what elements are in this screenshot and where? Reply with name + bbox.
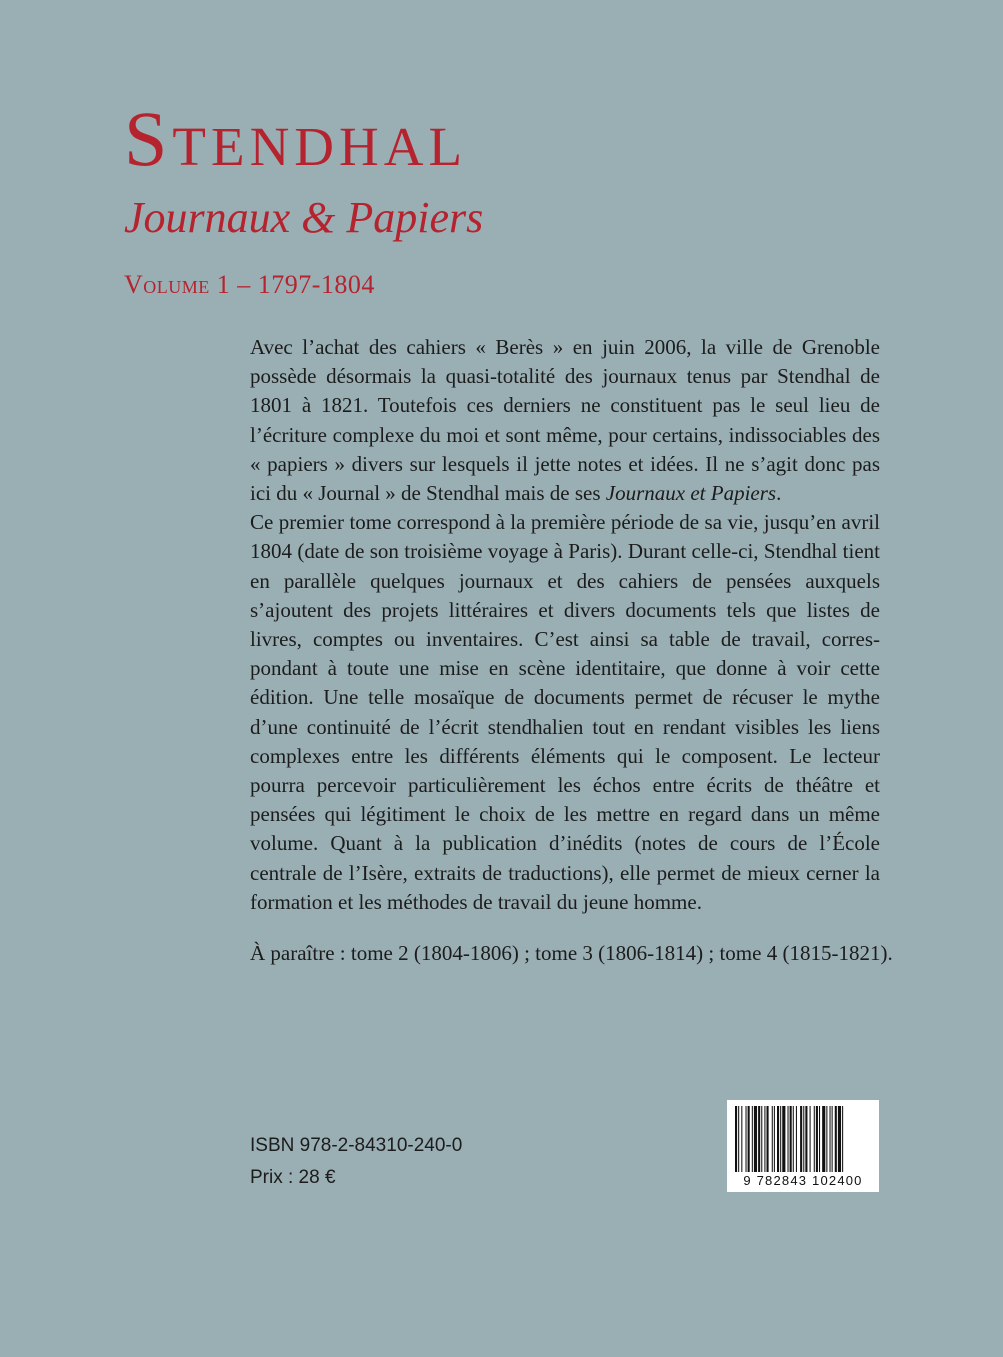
barcode-bar [835,1106,837,1172]
barcode-bar [819,1106,820,1172]
barcode-bar [793,1106,794,1172]
barcode-bar [842,1106,843,1172]
barcode-bar [772,1106,773,1172]
volume-label: Volume 1 – 1797-1804 [124,270,375,299]
book-title: Journaux & Papiers [124,193,484,242]
barcode-bar [838,1106,841,1172]
barcode-bar [774,1106,775,1172]
barcode-bar [796,1106,797,1172]
barcode-bars [735,1106,871,1172]
isbn: ISBN 978-2-84310-240-0 [250,1135,463,1156]
blurb [250,333,880,917]
barcode-bar [830,1106,831,1172]
barcode-bar [780,1106,781,1172]
barcode-bar [822,1106,825,1172]
barcode-bar [754,1106,757,1172]
blurb-paragraph-2: Ce premier tome correspond à la première période de sa vie, jusqu’en avril 1804 (date de son troisième voyage à Paris). Durant celle-ci, Stendhal tient en parallèle quelques journaux et des cahiers de pensées auxquels s’ajoutent des projets littéraires et divers documents tels que listes de livres, comptes ou inventaires. C’est ainsi sa table de travail, corres-pondant à toute une mise en scène identitaire, que donne à voir cette édition. Une telle mosaïque de documents permet de récuser le mythe d’une continuité de l’écrit stendhalien tout en rendant visibles les liens complexes entre les différents éléments qui le composent. Le lecteur pourra percevoir particulièrement les échos entre écrits de théâtre et pensées qui légitiment le choix de les mettre en regard dans un même volume. Quant à la publication d’inédits (notes de cours de l’École centrale de l’Isère, extraits de traductions), elle permet de mieux cerner la formation et les méthodes de travail du jeune homme. [250,510,880,914]
barcode-bar [782,1106,785,1172]
barcode-bar [738,1106,739,1172]
barcode-bar [764,1106,765,1172]
barcode-bar [741,1106,742,1172]
barcode-bar [788,1106,789,1172]
barcode-bar [810,1106,811,1172]
barcode-bar [816,1106,818,1172]
barcode-bar [814,1106,815,1172]
barcode-bar [777,1106,779,1172]
blurb-italic-title: Journaux et Papiers [605,481,777,506]
price: Prix : 28 € [250,1167,336,1188]
barcode-bar [790,1106,792,1172]
barcode [727,1100,879,1192]
barcode-bar [805,1106,807,1172]
barcode-bar [800,1106,802,1172]
barcode-bar [803,1106,804,1172]
barcode-bar [748,1106,750,1172]
barcode-bar [758,1106,760,1172]
barcode-bar [746,1106,747,1172]
blurb-paragraph-1 [250,333,880,508]
barcode-bar [832,1106,833,1172]
blurb-paragraph-1-text: Avec l’achat des cahiers « Berès » en juin 2006, la ville de Grenoble possède désormais la quasi-totalité des journaux tenus par Stendhal de 1801 à 1821. Toutefois ces derniers ne constituent pas le seul lieu de l’écriture complexe du moi et sont même, pour certains, indissociables des « papiers » divers sur lesquels il jette notes et idées. Il ne s’agit donc pas ici du « Journal » de Stendhal mais de ses [250,335,880,506]
barcode-bar [735,1106,737,1172]
upcoming-volumes: À paraître : tome 2 (1804-1806) ; tome 3 (1806-1814) ; tome 4 (1815-1821). [250,941,893,965]
author-name: Stendhal [124,95,468,182]
blurb-paragraph-1-end: . [776,481,782,506]
barcode-digits: 9 782843 102400 [743,1173,863,1188]
barcode-bar [752,1106,753,1172]
barcode-bar [767,1106,769,1172]
barcode-bar [761,1106,762,1172]
barcode-bar [826,1106,827,1172]
